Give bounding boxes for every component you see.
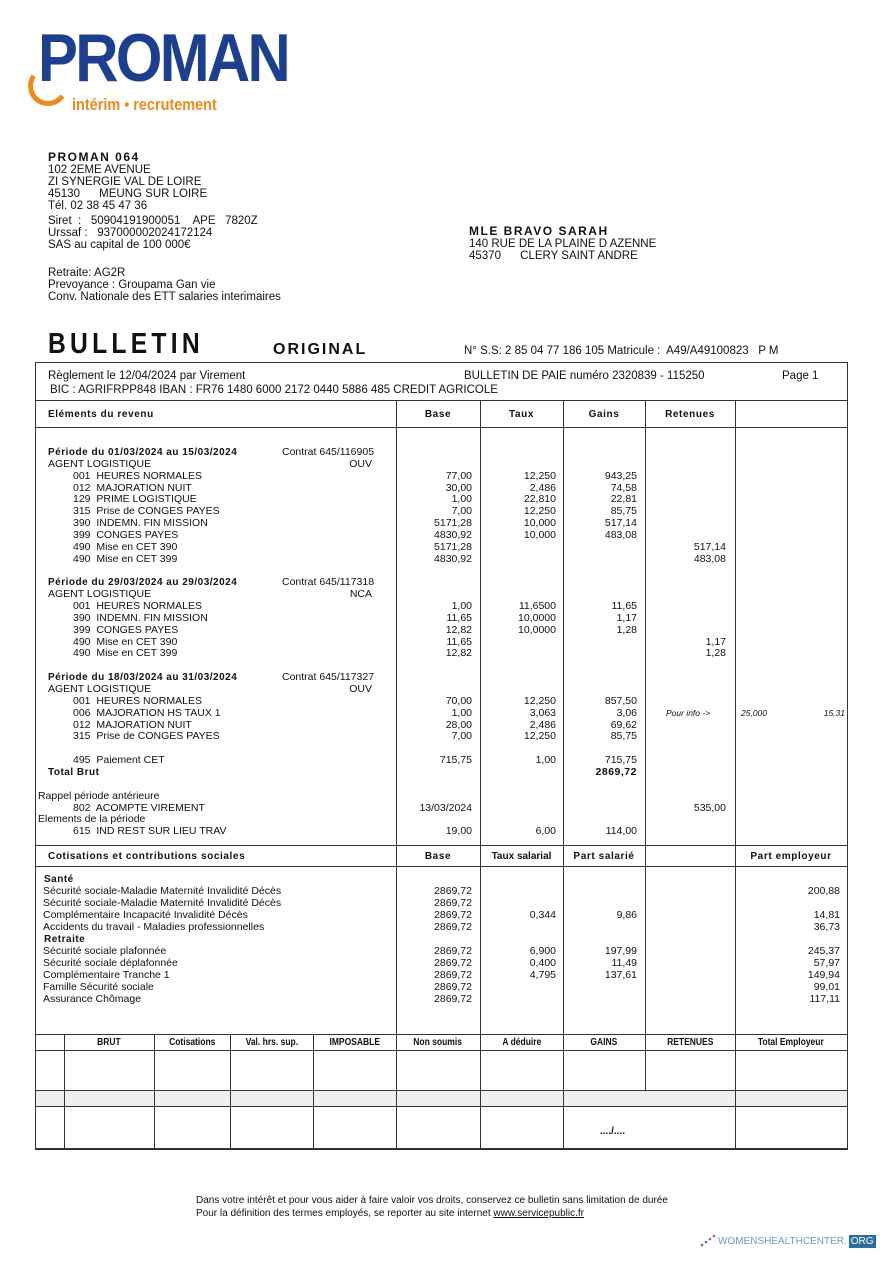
col-header-taux-salarial: Taux salarial <box>491 851 552 862</box>
document-title: BULLETIN <box>48 328 204 360</box>
watermark-text: WOMENSHEALTHCENTER. <box>718 1235 847 1247</box>
gains-value: 857,50 <box>604 694 637 707</box>
item-label: 802 ACOMPTE VIREMENT <box>73 801 205 814</box>
rate-value: 2,486 <box>529 481 556 494</box>
item-label: 615 IND REST SUR LIEU TRAV <box>73 825 227 838</box>
footer-line-2-text: Pour la définition des termes employés, se reporter au site internet <box>196 1208 494 1219</box>
contribution-row <box>36 946 846 957</box>
employee-rate: 6,900 <box>529 945 556 957</box>
job-category: OUV <box>349 683 372 695</box>
totals-header: Non soumis <box>413 1037 463 1048</box>
gains-value: 1,17 <box>616 611 637 624</box>
gains-value: 69,62 <box>610 718 637 731</box>
divider <box>35 866 848 867</box>
revenue-row-blank <box>36 566 846 577</box>
base-value: 77,00 <box>445 469 472 482</box>
totals-header-cell <box>646 1037 734 1048</box>
rate-value: 2,486 <box>529 718 556 731</box>
revenue-row-item <box>36 696 846 707</box>
divider <box>35 845 848 846</box>
base-value: 11,65 <box>446 611 472 624</box>
contribution-label: Sécurité sociale plafonnée <box>43 945 167 957</box>
gains-value: 517,14 <box>604 517 637 530</box>
totals-header: GAINS <box>590 1037 618 1048</box>
info-label: Pour info -> <box>666 707 711 718</box>
footer-line-1: Dans votre intérêt et pour vous aider à faire valoir vos droits, conservez ce bulletin sans limitation de durée <box>196 1195 668 1206</box>
section-label: Rappel période antérieure <box>38 789 160 802</box>
contribution-label: Accidents du travail - Maladies professionnelles <box>43 921 265 933</box>
col-header-gains: Gains <box>588 409 620 420</box>
divider <box>35 1034 848 1035</box>
item-label: 390 INDEMN. FIN MISSION <box>73 517 208 530</box>
revenue-row-period <box>36 577 846 588</box>
totals-header: IMPOSABLE <box>329 1037 380 1048</box>
employee-rate: 0,400 <box>529 957 556 969</box>
employee-name: MLE BRAVO SARAH <box>469 224 609 238</box>
base-value: 7,00 <box>451 505 472 518</box>
rate-value: 12,250 <box>523 694 556 707</box>
revenue-row-item <box>36 518 846 529</box>
employee-rate: 4,795 <box>529 969 556 981</box>
employee-amount: 11,49 <box>611 957 637 969</box>
revenue-row-section <box>36 814 846 825</box>
revenue-row-item <box>36 506 846 517</box>
info-amount: 15,31 <box>823 707 845 718</box>
contribution-row <box>36 886 846 897</box>
divider <box>35 1050 848 1051</box>
retenues-value: 483,08 <box>693 552 726 565</box>
col-header-base: Base <box>424 409 452 420</box>
item-label: 490 Mise en CET 390 <box>73 635 178 648</box>
base-value: 1,00 <box>451 706 472 719</box>
totals-header-cell <box>155 1037 229 1048</box>
col-header-base: Base <box>424 851 452 862</box>
base-value: 4830,92 <box>434 552 472 565</box>
totals-header-cell <box>736 1037 846 1048</box>
base-value: 11,65 <box>446 635 472 648</box>
contribution-row <box>36 982 846 993</box>
base-value: 70,00 <box>445 694 472 707</box>
employer-address-line: 102 2EME AVENUE <box>48 164 151 176</box>
gains-value: 11,65 <box>611 600 637 613</box>
page-number: Page 1 <box>782 370 819 382</box>
contribution-label: Sécurité sociale déplafonnée <box>43 957 178 969</box>
watermark <box>700 1234 876 1248</box>
totals-header: BRUT <box>97 1037 121 1048</box>
col-divider <box>396 1034 397 1149</box>
item-label: 012 MAJORATION NUIT <box>73 718 192 731</box>
base-value: 1,00 <box>451 493 472 506</box>
item-label: 390 INDEMN. FIN MISSION <box>73 611 208 624</box>
item-label: 001 HEURES NORMALES <box>73 469 202 482</box>
contract-number: Contrat 645/117327 <box>282 671 375 684</box>
rate-value: 6,00 <box>535 825 556 838</box>
employer-amount: 99,01 <box>813 981 840 993</box>
footer-line-2 <box>196 1208 584 1220</box>
col-divider <box>64 1034 65 1149</box>
employer-amount: 149,94 <box>807 969 840 981</box>
employer-address-line: ZI SYNERGIE VAL DE LOIRE <box>48 176 202 188</box>
base-value: 5171,28 <box>434 517 472 530</box>
totals-header: RETENUES <box>666 1037 714 1048</box>
watermark-tld: ORG <box>850 1235 874 1247</box>
revenue-row-item <box>36 720 846 731</box>
revenue-row-item <box>36 826 846 837</box>
base-value: 4830,92 <box>434 528 472 541</box>
divider <box>35 400 848 401</box>
contribution-row <box>36 874 846 885</box>
totals-band <box>36 1090 847 1106</box>
revenue-row-item <box>36 601 846 612</box>
divider <box>35 427 848 428</box>
col-divider <box>563 1034 564 1149</box>
gains-value: 74,58 <box>610 481 637 494</box>
revenue-row-item <box>36 625 846 636</box>
period-label: Période du 01/03/2024 au 15/03/2024 <box>48 447 238 458</box>
period-label: Période du 29/03/2024 au 29/03/2024 <box>48 577 238 589</box>
col-divider <box>230 1034 231 1149</box>
contribution-label: Famille Sécurité sociale <box>43 981 154 993</box>
rate-value: 11,6500 <box>518 600 556 613</box>
item-label: 490 Mise en CET 399 <box>73 552 178 565</box>
contribution-row <box>36 922 846 933</box>
revenue-row-item <box>36 637 846 648</box>
revenue-row-item <box>36 554 846 565</box>
contribution-label: Assurance Chômage <box>43 993 142 1005</box>
employee-rate: 0,344 <box>529 909 556 921</box>
item-label: 490 Mise en CET 399 <box>73 647 178 660</box>
contribution-row <box>36 910 846 921</box>
base-value: 2869,72 <box>434 885 472 897</box>
item-label: 006 MAJORATION HS TAUX 1 <box>73 706 221 719</box>
contribution-row <box>36 898 846 909</box>
col-header-elements: Eléments du revenu <box>48 409 154 420</box>
employee-amount: 9,86 <box>616 909 637 921</box>
employee-amount: 137,61 <box>604 969 637 981</box>
employer-amount: 200,88 <box>807 885 840 897</box>
employer-siret: Siret : 50904191900051 APE 7820Z <box>48 215 258 227</box>
item-label: 399 CONGES PAYES <box>73 623 179 636</box>
contribution-row <box>36 934 846 945</box>
totals-header: Cotisations <box>168 1037 216 1048</box>
rate-value: 22,810 <box>523 493 556 506</box>
contribution-row <box>36 994 846 1005</box>
revenue-row-blank <box>36 779 846 790</box>
col-header-part-employeur: Part employeur <box>750 851 832 862</box>
original-label: ORIGINAL <box>273 341 368 358</box>
employer-capital: SAS au capital de 100 000€ <box>48 239 191 251</box>
base-value: 13/03/2024 <box>419 801 472 814</box>
base-value: 30,00 <box>445 481 472 494</box>
logo-tagline: intérim • recrutement <box>72 95 217 114</box>
base-value: 5171,28 <box>434 540 472 553</box>
employer-amount: 57,97 <box>813 957 840 969</box>
employee-address-line: 140 RUE DE LA PLAINE D AZENNE <box>469 238 657 250</box>
col-header-cotisations: Cotisations et contributions sociales <box>48 851 246 862</box>
revenue-row-item <box>36 708 846 719</box>
base-value: 2869,72 <box>434 969 472 981</box>
revenue-row-item <box>36 731 846 742</box>
gains-value: 715,75 <box>604 754 637 767</box>
rate-value: 1,00 <box>535 754 556 767</box>
revenue-row-period <box>36 447 846 458</box>
job-title: AGENT LOGISTIQUE <box>48 683 152 695</box>
contribution-label: Complémentaire Incapacité Invalidité Décès <box>43 909 248 921</box>
payment-date: Règlement le 12/04/2024 par Virement <box>48 370 246 382</box>
rate-value: 10,0000 <box>518 623 556 636</box>
base-value: 2869,72 <box>434 897 472 909</box>
revenue-row-item <box>36 803 846 814</box>
employer-phone: Tél. 02 38 45 47 36 <box>48 200 148 212</box>
gains-value: 1,28 <box>616 623 637 636</box>
revenue-row-blank <box>36 743 846 754</box>
totals-header-cell <box>65 1037 153 1048</box>
base-value: 7,00 <box>451 730 472 743</box>
employer-amount: 14,81 <box>813 909 840 921</box>
contribution-label: Complémentaire Tranche 1 <box>43 969 170 981</box>
job-title: AGENT LOGISTIQUE <box>48 457 152 470</box>
ss-matricule: N° S.S: 2 85 04 77 186 105 Matricule : A49/A49100823 P M <box>464 345 779 357</box>
base-value: 2869,72 <box>434 921 472 933</box>
divider <box>35 1106 848 1107</box>
revenue-row-item <box>36 471 846 482</box>
employer-block <box>48 150 281 303</box>
gains-value: 943,25 <box>604 469 637 482</box>
retenues-value: 517,14 <box>693 540 726 553</box>
item-label: 012 MAJORATION NUIT <box>73 481 192 494</box>
col-divider <box>313 1034 314 1149</box>
employer-prevoyance: Prevoyance : Groupama Gan vie <box>48 279 216 291</box>
contribution-label: Retraite <box>44 934 86 945</box>
info-rate: 25,000 <box>741 707 767 718</box>
item-label: 001 HEURES NORMALES <box>73 600 202 613</box>
revenue-row-item <box>36 648 846 659</box>
totals-header-cell <box>564 1037 644 1048</box>
rate-value: 12,250 <box>523 469 556 482</box>
totals-header-cell <box>231 1037 312 1048</box>
gains-value: 483,08 <box>604 528 637 541</box>
employer-name: PROMAN 064 <box>48 150 140 164</box>
rate-value: 12,250 <box>523 505 556 518</box>
rate-value: 10,000 <box>523 528 556 541</box>
bank-details: BIC : AGRIFRPP848 IBAN : FR76 1480 6000 2172 0440 5886 485 CREDIT AGRICOLE <box>50 384 498 396</box>
revenue-row-total <box>36 767 846 778</box>
watermark-dots-icon <box>700 1234 716 1248</box>
divider <box>35 1090 848 1091</box>
revenue-row-item <box>36 755 846 766</box>
rate-value: 3,063 <box>529 706 556 719</box>
item-label: 129 PRIME LOGISTIQUE <box>73 493 197 506</box>
totals-header: Total Employeur <box>758 1037 824 1048</box>
contribution-row <box>36 958 846 969</box>
gains-value: 3,06 <box>616 706 637 719</box>
totals-header-cell <box>481 1037 562 1048</box>
col-header-retenues: Retenues <box>665 409 715 420</box>
contribution-row <box>36 970 846 981</box>
continuation-mark: ..../.... <box>600 1126 626 1137</box>
revenue-row-item <box>36 542 846 553</box>
col-divider <box>480 1034 481 1149</box>
contract-number: Contrat 645/117318 <box>282 576 375 589</box>
item-label: 495 Paiement CET <box>73 754 165 767</box>
revenue-row-agent <box>36 684 846 695</box>
retenues-value: 535,00 <box>693 801 726 814</box>
gains-value: 2869,72 <box>595 765 637 778</box>
revenue-row-item <box>36 494 846 505</box>
base-value: 12,82 <box>445 623 472 636</box>
retenues-value: 1,17 <box>705 635 726 648</box>
job-title: AGENT LOGISTIQUE <box>48 588 152 601</box>
revenue-row-item <box>36 483 846 494</box>
contract-number: Contrat 645/116905 <box>282 446 375 458</box>
base-value: 2869,72 <box>434 909 472 921</box>
base-value: 19,00 <box>445 825 472 838</box>
contribution-label: Sécurité sociale-Maladie Maternité Invalidité Décès <box>43 897 282 909</box>
base-value: 2869,72 <box>434 993 472 1005</box>
col-header-taux: Taux <box>509 409 534 420</box>
employer-amount: 117,11 <box>809 993 840 1005</box>
totals-header: Val. hrs. sup. <box>245 1037 298 1048</box>
employee-block <box>469 224 656 262</box>
base-value: 28,00 <box>445 718 472 731</box>
revenue-row-item <box>36 530 846 541</box>
item-label: 315 Prise de CONGES PAYES <box>73 505 220 518</box>
logo-brand: PROMAN <box>38 20 289 96</box>
revenue-row-item <box>36 613 846 624</box>
servicepublic-link[interactable]: www.servicepublic.fr <box>493 1208 584 1219</box>
base-value: 12,82 <box>445 647 472 660</box>
revenue-row-agent <box>36 589 846 600</box>
item-label: 315 Prise de CONGES PAYES <box>73 730 220 743</box>
col-divider <box>735 1034 736 1149</box>
rate-value: 10,0000 <box>518 611 556 624</box>
employer-amount: 36,73 <box>813 921 840 933</box>
employer-retraite: Retraite: AG2R <box>48 267 126 279</box>
job-category: OUV <box>349 457 372 470</box>
bulletin-number: BULLETIN DE PAIE numéro 2320839 - 115250 <box>464 370 705 382</box>
gains-value: 22,81 <box>610 493 637 506</box>
period-label: Période du 18/03/2024 au 31/03/2024 <box>48 672 238 684</box>
revenue-row-agent <box>36 459 846 470</box>
rate-value: 12,250 <box>523 730 556 743</box>
employer-convention: Conv. Nationale des ETT salaries interimaires <box>48 291 281 303</box>
item-label: 001 HEURES NORMALES <box>73 694 202 707</box>
item-label: 490 Mise en CET 390 <box>73 540 178 553</box>
employee-address-line: 45370 CLERY SAINT ANDRE <box>469 250 638 262</box>
contribution-label: Santé <box>44 874 74 885</box>
item-label: 399 CONGES PAYES <box>73 528 179 541</box>
totals-header-cell <box>397 1037 479 1048</box>
totals-header: A déduire <box>502 1037 541 1048</box>
revenue-row-period <box>36 672 846 683</box>
base-value: 2869,72 <box>434 981 472 993</box>
base-value: 1,00 <box>451 600 472 613</box>
employee-amount: 197,99 <box>604 945 637 957</box>
section-label: Elements de la période <box>38 813 146 826</box>
revenue-row-section <box>36 791 846 802</box>
gains-value: 114,00 <box>605 825 637 838</box>
retenues-value: 1,28 <box>705 647 726 660</box>
job-category: NCA <box>349 588 372 601</box>
col-divider <box>154 1034 155 1149</box>
employer-urssaf: Urssaf : 937000002024172124 <box>48 227 213 239</box>
employer-address-line: 45130 MEUNG SUR LOIRE <box>48 188 208 200</box>
col-header-part-salarie: Part salarié <box>573 851 635 862</box>
employer-amount: 245,37 <box>807 945 840 957</box>
totals-header-cell <box>314 1037 395 1048</box>
base-value: 715,75 <box>439 754 472 767</box>
base-value: 2869,72 <box>434 945 472 957</box>
contribution-label: Sécurité sociale-Maladie Maternité Invalidité Décès <box>43 885 282 897</box>
revenue-row-blank <box>36 660 846 671</box>
rate-value: 10,000 <box>523 517 556 530</box>
total-brut-label: Total Brut <box>48 766 100 778</box>
gains-value: 85,75 <box>610 730 637 743</box>
gains-value: 85,75 <box>610 505 637 518</box>
base-value: 2869,72 <box>434 957 472 969</box>
